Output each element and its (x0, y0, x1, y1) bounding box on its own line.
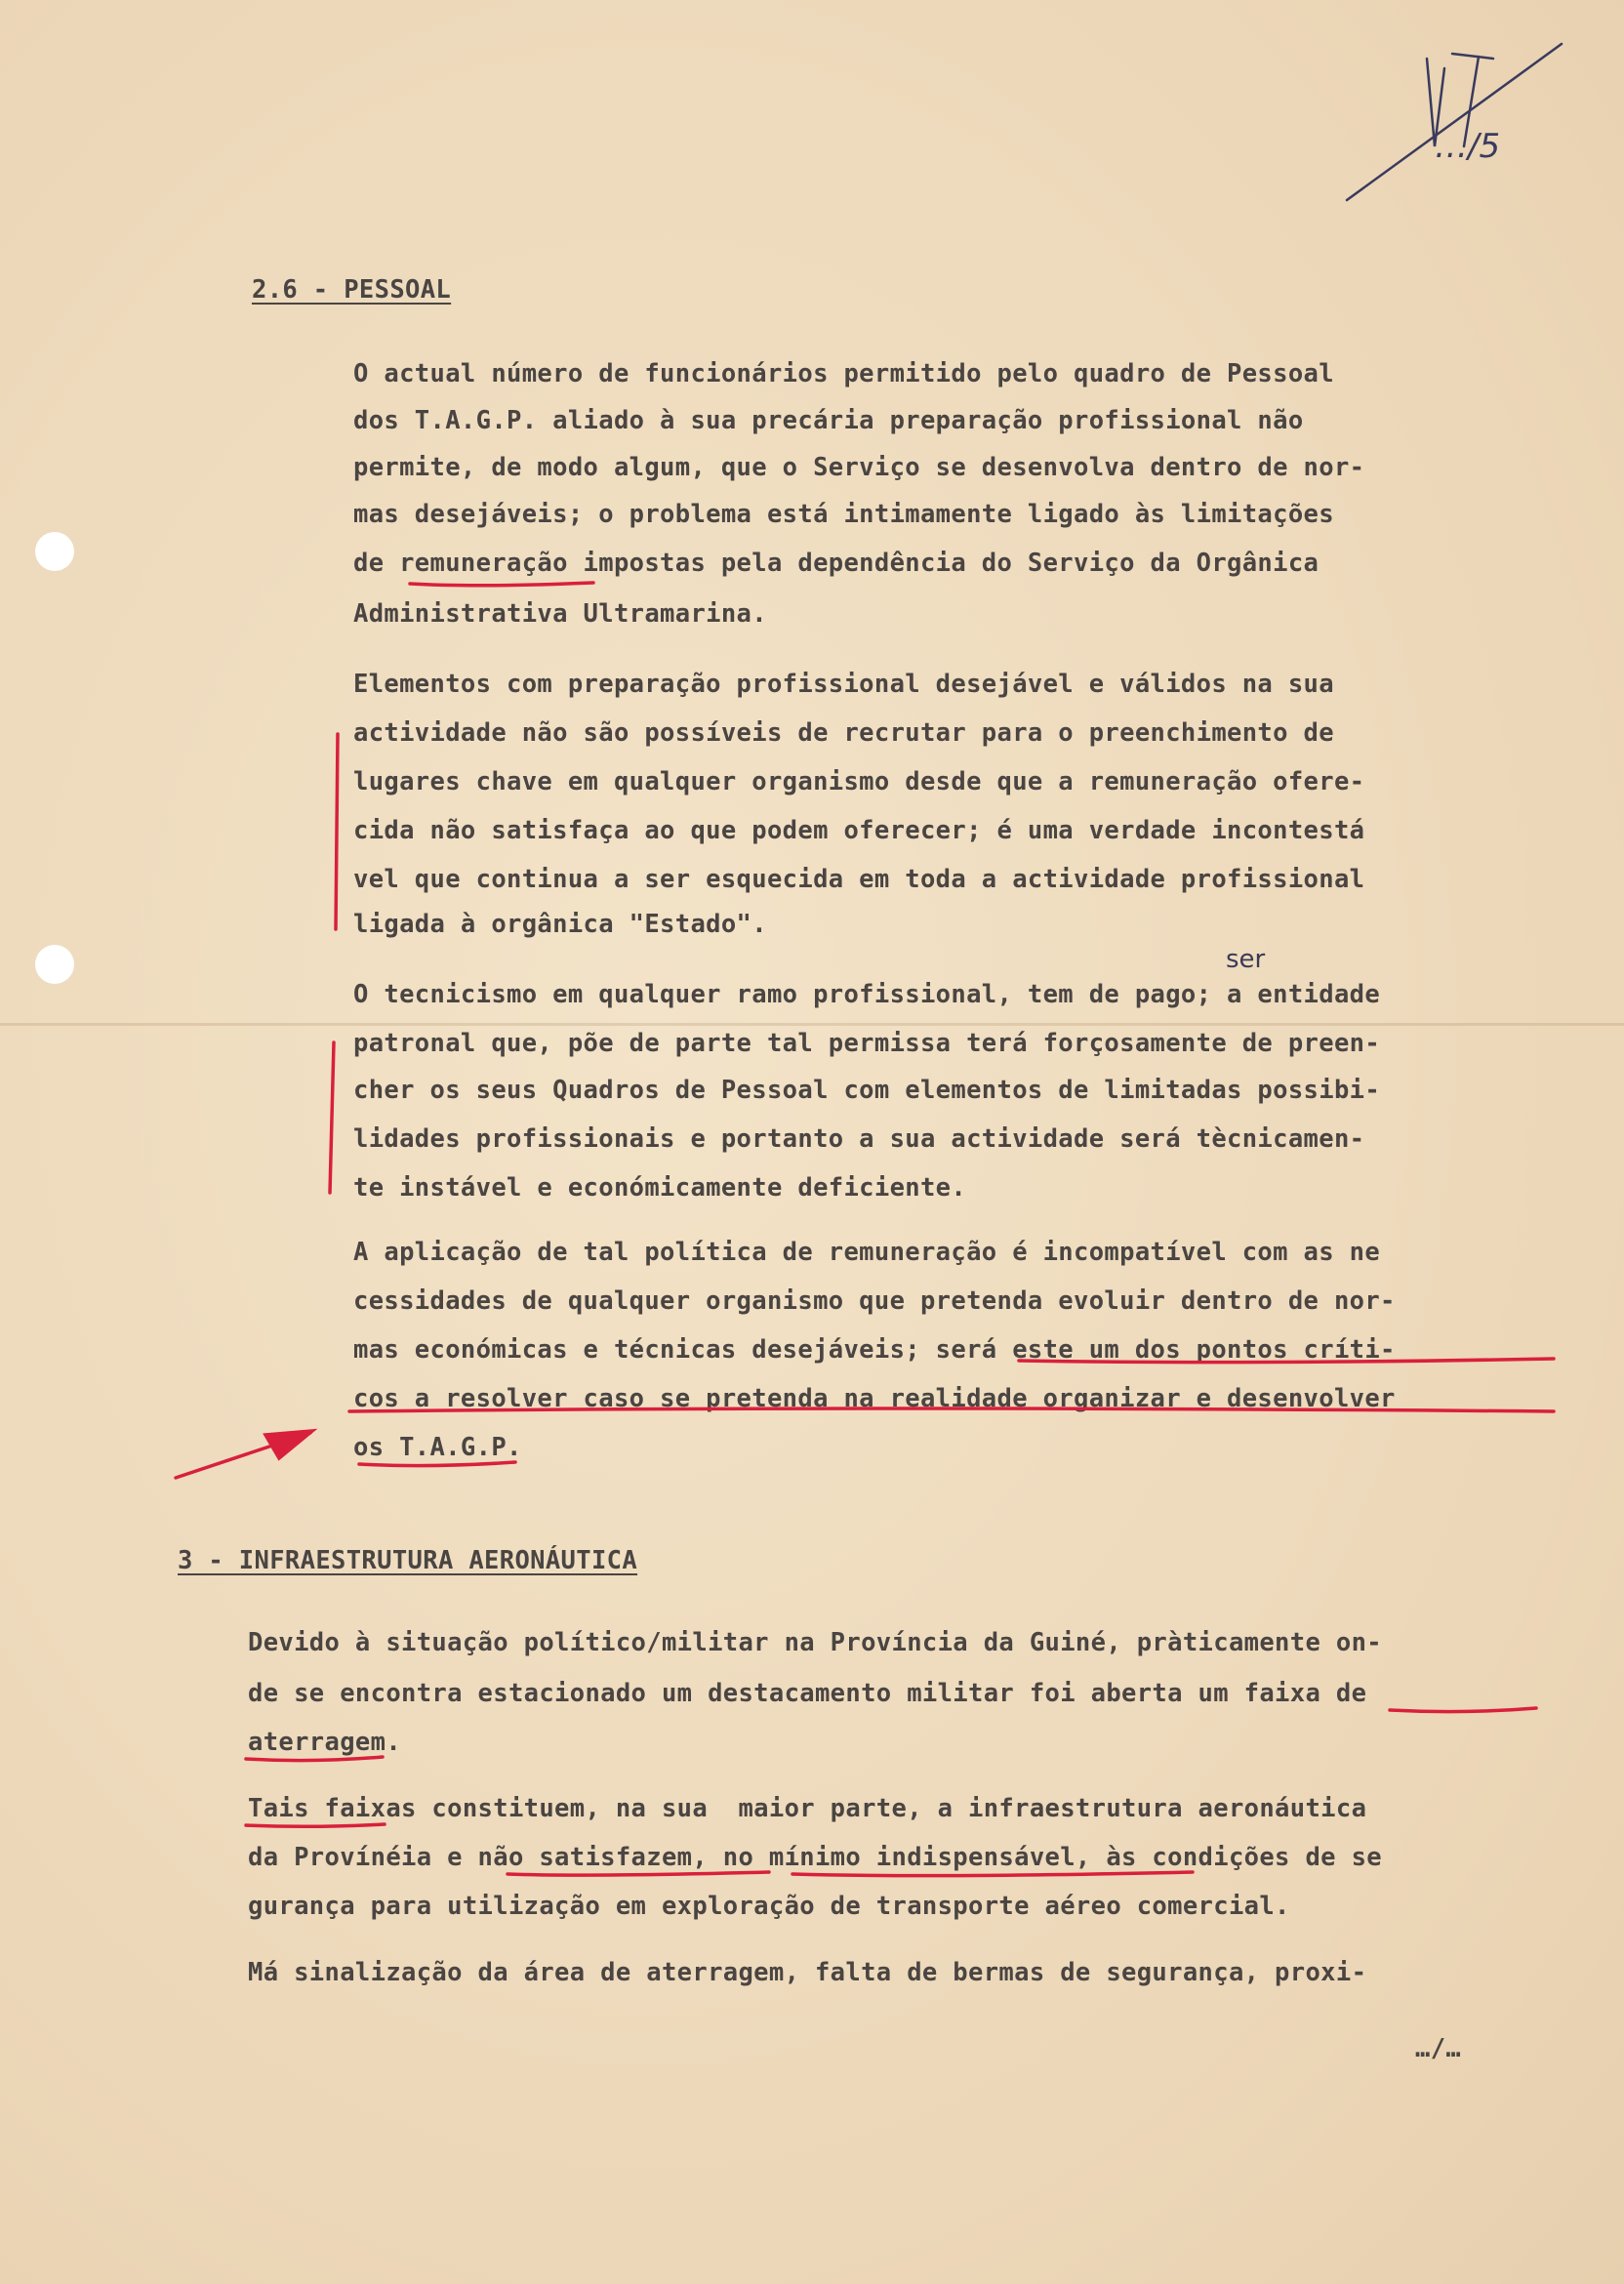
text-line: Devido à situação político/militar na Província da Guiné, pràticamente on- (248, 1628, 1382, 1657)
arrow-mark (265, 1431, 312, 1458)
page-number-mark: …/5 (1435, 127, 1501, 166)
underline-mark (1390, 1708, 1536, 1712)
underline-mark (246, 1824, 385, 1826)
text-line: gurança para utilização em exploração de transporte aéreo comercial. (248, 1892, 1290, 1921)
section-heading: 3 - INFRAESTRUTURA AERONÁUTICA (178, 1546, 638, 1575)
text-line: cessidades de qualquer organismo que pretenda evoluir dentro de nor- (353, 1286, 1396, 1316)
text-line: de se encontra estacionado um destacamento militar foi aberta um faixa de (248, 1679, 1367, 1708)
text-line: te instável e económicamente deficiente. (353, 1173, 967, 1203)
continuation-mark: …/… (1415, 2034, 1462, 2063)
text-line: Má sinalização da área de aterragem, falta de bermas de segurança, proxi- (248, 1958, 1367, 1987)
text-line: cos a resolver caso se pretenda na realidade organizar e desenvolver (353, 1384, 1396, 1413)
text-line: dos T.A.G.P. aliado à sua precária preparação profissional não (353, 406, 1304, 435)
text-line: Tais faixas constituem, na sua maior parte, a infraestrutura aeronáutica (248, 1794, 1367, 1823)
section-heading: 2.6 - PESSOAL (252, 275, 452, 305)
margin-bar (336, 734, 338, 929)
text-line: da Provínéia e não satisfazem, no mínimo indispensável, às condições de se (248, 1843, 1382, 1872)
underline-mark (410, 583, 593, 586)
text-line: cher os seus Quadros de Pessoal com elementos de limitadas possibi- (353, 1076, 1381, 1105)
handwritten-insertion: ser (1226, 945, 1266, 974)
text-line: patronal que, põe de parte tal permissa terá forçosamente de preen- (353, 1029, 1381, 1058)
text-line: mas desejáveis; o problema está intimamente ligado às limitações (353, 500, 1334, 529)
text-line: O actual número de funcionários permitido pelo quadro de Pessoal (353, 359, 1334, 388)
text-line: lidades profissionais e portanto a sua actividade será tècnicamen- (353, 1124, 1365, 1154)
text-line: lugares chave em qualquer organismo desde que a remuneração ofere- (353, 767, 1365, 796)
text-line: O tecnicismo em qualquer ramo profissional, tem de pago; a entidade (353, 980, 1381, 1009)
underline-mark (1019, 1359, 1554, 1363)
text-line: mas económicas e técnicas desejáveis; será este um dos pontos críti- (353, 1335, 1396, 1365)
margin-bar (330, 1042, 334, 1193)
text-line: aterragem. (248, 1728, 402, 1757)
text-line: cida não satisfaça ao que podem oferecer; é uma verdade incontestá (353, 816, 1365, 845)
text-line: vel que continua a ser esquecida em toda a actividade profissional (353, 865, 1365, 894)
text-line: Elementos com preparação profissional desejável e válidos na sua (353, 670, 1334, 699)
underline-mark (792, 1872, 1193, 1876)
underline-mark (359, 1462, 515, 1466)
text-line: permite, de modo algum, que o Serviço se desenvolva dentro de nor- (353, 453, 1365, 482)
text-line: Administrativa Ultramarina. (353, 599, 767, 629)
text-line: A aplicação de tal política de remuneração é incompatível com as ne (353, 1238, 1381, 1267)
text-line: actividade não são possíveis de recrutar para o preenchimento de (353, 718, 1334, 748)
text-line: de remuneração impostas pela dependência do Serviço da Orgânica (353, 549, 1320, 578)
text-line: os T.A.G.P. (353, 1433, 522, 1462)
underline-mark (246, 1757, 383, 1761)
underline-mark (508, 1872, 769, 1875)
text-line: ligada à orgânica "Estado". (353, 910, 767, 939)
underline-mark (349, 1408, 1554, 1411)
